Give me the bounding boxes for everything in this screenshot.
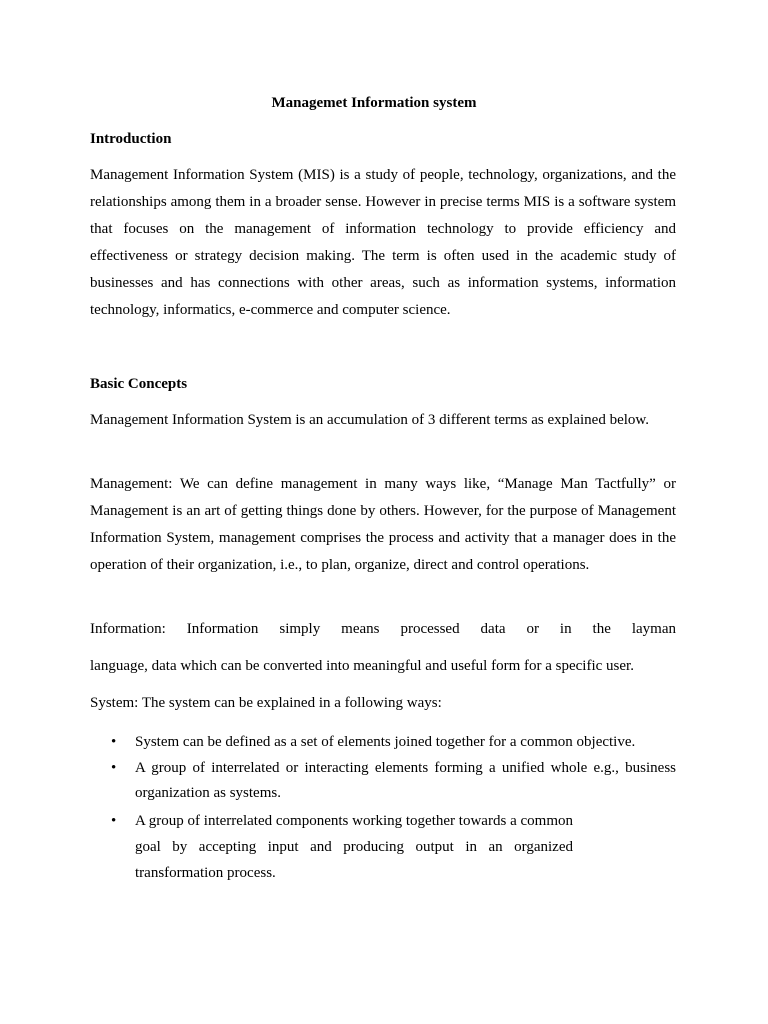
list-item	[90, 808, 676, 886]
bullet-line: A group of interrelated components working together towards a common	[135, 813, 573, 829]
document-title: Managemet Information system	[271, 95, 477, 111]
system-intro: System: The system can be explained in a following ways:	[90, 695, 442, 711]
basic-concepts-paragraph: Management Information System is an accumulation of 3 different terms as explained below.	[90, 412, 650, 428]
bullet-text	[135, 808, 573, 886]
bullet-line: goal by accepting input and producing output in an organized	[135, 839, 573, 855]
bullet-line: transformation process.	[135, 865, 276, 881]
bullet-text: A group of interrelated or interacting elements forming a unified whole e.g., business organization as systems.	[135, 760, 676, 801]
list-item	[90, 729, 676, 755]
document-page	[90, 0, 676, 1024]
bullet-icon: •	[111, 760, 117, 776]
information-line-2: language, data which can be converted into meaningful and useful form for a specific user.	[90, 658, 634, 674]
list-item	[90, 756, 676, 806]
bullet-icon: •	[111, 813, 117, 829]
bullet-icon: •	[111, 734, 117, 750]
information-line-1: Information: Information simply means processed data or in the layman	[90, 621, 676, 637]
introduction-heading: Introduction	[90, 131, 172, 147]
basic-concepts-heading: Basic Concepts	[90, 376, 188, 392]
introduction-paragraph: Management Information System (MIS) is a study of people, technology, organizations, and the relationships among them in a broader sense. However in precise terms MIS is a software system that focuses on the management of information technology to provide efficiency and effectiveness or strategy decision making. The term is often used in the academic study of businesses and has connections with other areas, such as information systems, information technology, informatics, e-commerce and computer science.	[90, 167, 676, 318]
system-bullet-list	[90, 729, 676, 886]
management-paragraph: Management: We can define management in many ways like, “Manage Man Tactfully” or Management is an art of getting things done by others. However, for the purpose of Management Information System, management comprises the process and activity that a manager does in the operation of their organization, i.e., to plan, organize, direct and control operations.	[90, 476, 676, 573]
bullet-text: System can be defined as a set of elements joined together for a common objective.	[135, 734, 636, 750]
